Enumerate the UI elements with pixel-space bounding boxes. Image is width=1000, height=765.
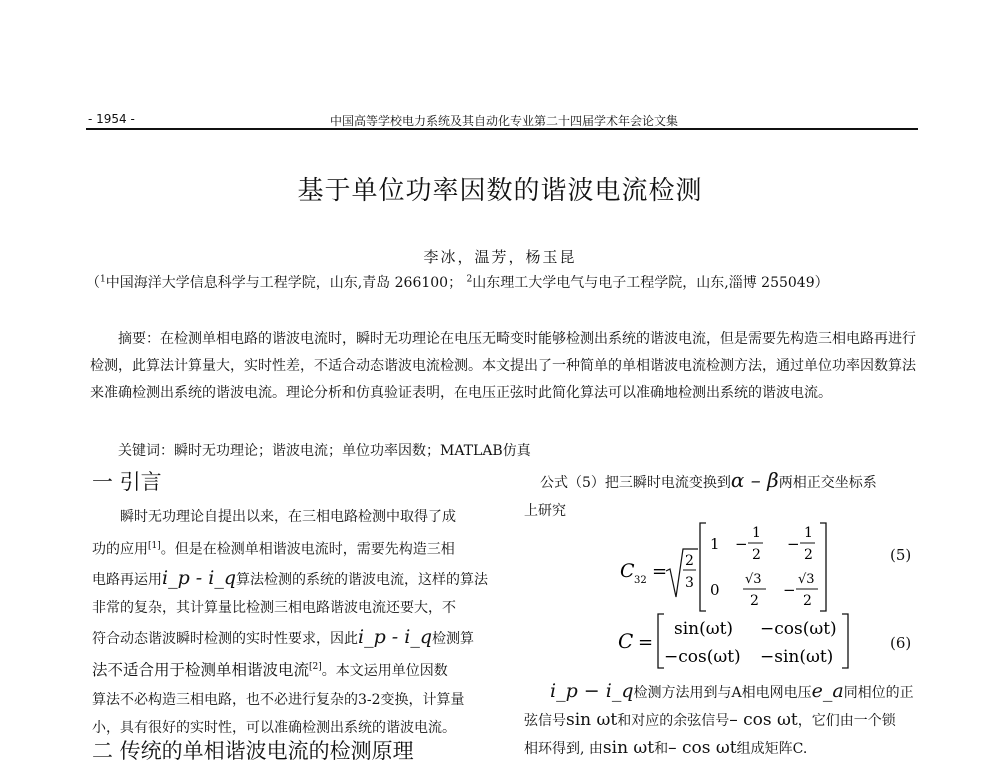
intro-paragraph: 瞬时无功理论自提出以来，在三相电路检测中取得了成 功的应用[1]。但是在检测单相谐波电流时，需要先构造三相 电路再运用i_p - i_q算法检测的系统的谐波电流，这样的算法 非常的复杂，其计算量比检测三相电路谐波电流还要大，不 符合动态谐波瞬时检测的实时性要求，因此i_p - i_q检测算 法不适合用于检测单相谐波电流[2]。本文运用单位因数 算法不必构造三相电路，也不必进行复杂的3-2变换，计算量 小，具有很好的实时性，可以准确检测出系统的谐波电流。	[92, 509, 488, 737]
svg-text:√3: √3	[745, 572, 762, 587]
svg-text:1: 1	[804, 525, 813, 541]
sqrt-den: 3	[685, 575, 694, 591]
equation-5	[600, 515, 860, 615]
svg-text:−sin(ωt): −sin(ωt)	[760, 647, 834, 667]
svg-text:−: −	[787, 535, 800, 553]
svg-text:−cos(ωt): −cos(ωt)	[664, 647, 741, 667]
sqrt-num: 2	[685, 553, 694, 569]
svg-text:1: 1	[752, 525, 761, 541]
section-1-heading: 一 引言	[92, 470, 162, 494]
eq5-lhs-sub: 32	[634, 575, 647, 586]
svg-text:√3: √3	[798, 572, 815, 587]
ip-iq-formula: i_p - i_q	[162, 566, 236, 589]
svg-text:=: =	[638, 632, 654, 653]
pll-paragraph: i_p − i_q检测方法用到与A相电网电压e_a同相位的正 弦信号sin ωt和对应的余弦信号– cos ωt，它们由一个锁 相环得到, 由sin ωt和– cos ωt组成矩阵C.	[524, 680, 914, 758]
eq5-lhs: C	[620, 560, 635, 582]
eq6-label: (6)	[890, 634, 912, 652]
left-bracket	[700, 523, 706, 611]
eq5-equals: =	[652, 561, 668, 582]
svg-text:2: 2	[752, 547, 761, 563]
affiliations: （$^1$中国海洋大学信息科学与工程学院，山东,青岛 266100； $^2$山东理工大学电气与电子工程学院，山东,淄博 255049）	[86, 274, 829, 291]
eq5-label: (5)	[890, 546, 912, 564]
eq6-right-bracket	[842, 614, 848, 668]
equation-6	[600, 610, 870, 672]
svg-text:−: −	[735, 535, 748, 553]
svg-text:2: 2	[750, 593, 759, 609]
authors: 李冰，温芳，杨玉昆	[423, 248, 577, 266]
svg-text:0: 0	[710, 581, 720, 599]
right-bracket	[820, 523, 826, 611]
abstract: 摘要：在检测单相电路的谐波电流时，瞬时无功理论在电压无畸变时能够检测出系统的谐波电流，但是需要先构造三相电路再进行检测，此算法计算量大，实时性差，不适合动态谐波电流检测。本文提出了一种简单的单相谐波电流检测方法，通过单位功率因数算法来准确检测出系统的谐波电流。理论分析和仿真验证表明，在电压正弦时此简化算法可以准确地检测出系统的谐波电流。	[90, 331, 916, 401]
svg-text:2: 2	[803, 593, 812, 609]
page-number: - 1954 -	[88, 112, 135, 126]
svg-text:1: 1	[710, 535, 720, 553]
svg-text:−cos(ωt): −cos(ωt)	[760, 619, 837, 639]
svg-text:sin(ωt): sin(ωt)	[674, 619, 734, 639]
running-header: 中国高等学校电力系统及其自动化专业第二十四届学术年会论文集	[330, 114, 679, 128]
svg-text:−: −	[783, 581, 796, 599]
transform-intro: 公式（5）把三瞬时电流变换到α – β两相正交坐标系 上研究	[524, 468, 877, 519]
section-2-heading: 二 传统的单相谐波电流的检测原理	[92, 739, 414, 763]
svg-text:2: 2	[804, 547, 813, 563]
header-rule	[86, 128, 918, 130]
eq6-lhs: C	[618, 629, 634, 653]
paper-title: 基于单位功率因数的谐波电流检测	[297, 176, 703, 206]
keywords: 关键词：瞬时无功理论；谐波电流；单位功率因数；MATLAB仿真	[118, 443, 531, 459]
